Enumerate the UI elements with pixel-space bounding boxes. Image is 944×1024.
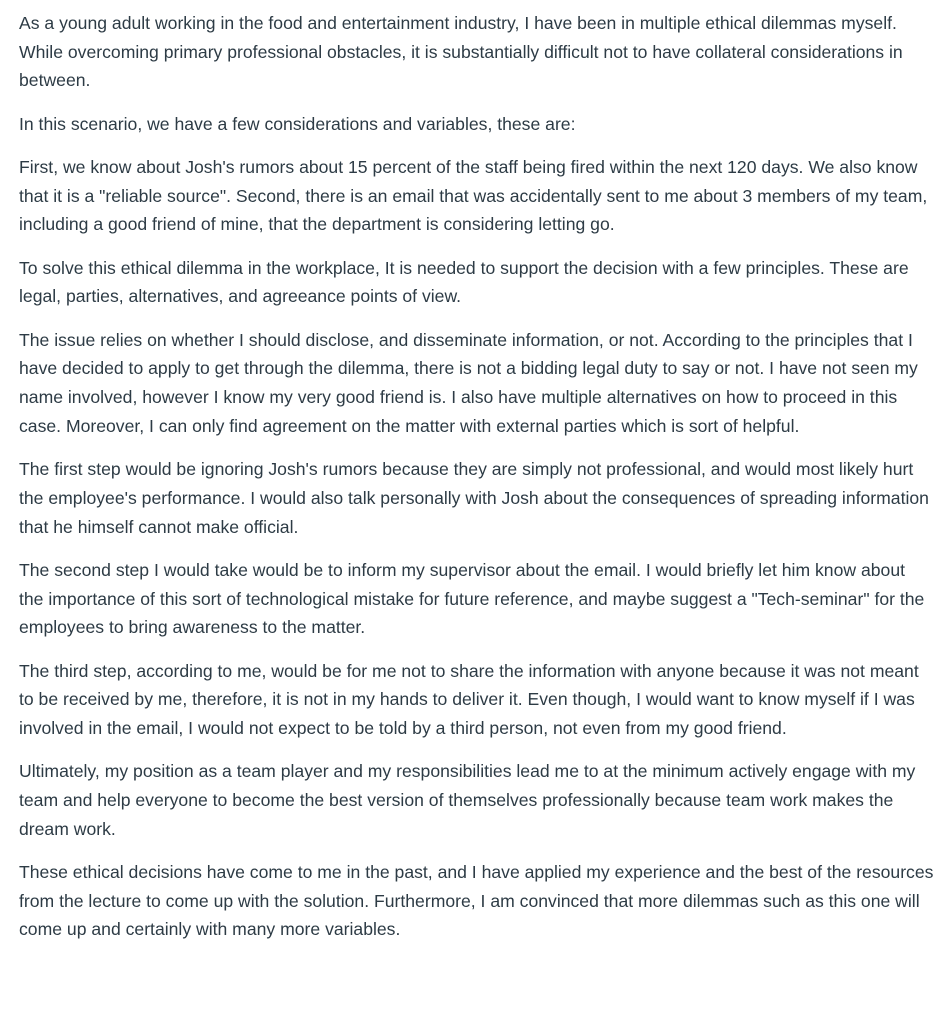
paragraph-issue: The issue relies on whether I should disclose, and disseminate information, or not. According to the principles that I have decided to apply to get through the dilemma, there is not a bidding legal duty to say or not. I have not seen my name involved, however I know my very good friend is. I also have multiple alternatives on how to proceed in this case. Moreover, I can only find agreement on the matter with external parties which is sort of helpful. <box>19 329 918 436</box>
paragraph-considerations: First, we know about Josh's rumors about 15 percent of the staff being fired within the next 120 days. We also know that it is a "reliable source". Second, there is an email that was accidentally sent to me about 3 members of my team, including a good friend of mine, that the department is considering letting go. <box>19 157 928 235</box>
paragraph-second-step: The second step I would take would be to inform my supervisor about the email. I would briefly let him know about the importance of this sort of technological mistake for future reference, and maybe suggest a "Tech-seminar" for the employees to bring awareness to the matter. <box>19 559 925 638</box>
paragraph-conclusion: These ethical decisions have come to me in the past, and I have applied my experience and the best of the resources from the lecture to come up with the solution. Furthermore, I am convinced that more dilemmas such as this one will come up and certainly with many more variables. <box>19 861 934 940</box>
paragraph-scenario: In this scenario, we have a few considerations and variables, these are: <box>19 113 576 134</box>
paragraph-intro: As a young adult working in the food and entertainment industry, I have been in multiple ethical dilemmas myself. While overcoming primary professional obstacles, it is substantially difficult not to have collateral considerations in between. <box>19 13 903 91</box>
paragraph-principles: To solve this ethical dilemma in the workplace, It is needed to support the decision with a few principles. These are legal, parties, alternatives, and agreeance points of view. <box>19 257 909 307</box>
paragraph-first-step: The first step would be ignoring Josh's rumors because they are simply not professional, and would most likely hurt the employee's performance. I would also talk personally with Josh about the consequences of spreading information that he himself cannot make official. <box>19 459 929 537</box>
paragraph-third-step: The third step, according to me, would be for me not to share the information with anyone because it was not meant to be received by me, therefore, it is not in my hands to deliver it. Even though, I would want to know myself if I was involved in the email, I would not expect to be told by a third person, not even from my good friend. <box>19 660 919 738</box>
paragraph-ultimately: Ultimately, my position as a team player and my responsibilities lead me to at the minimum actively engage with my team and help everyone to become the best version of themselves professionally because team work makes the dream work. <box>19 761 916 839</box>
